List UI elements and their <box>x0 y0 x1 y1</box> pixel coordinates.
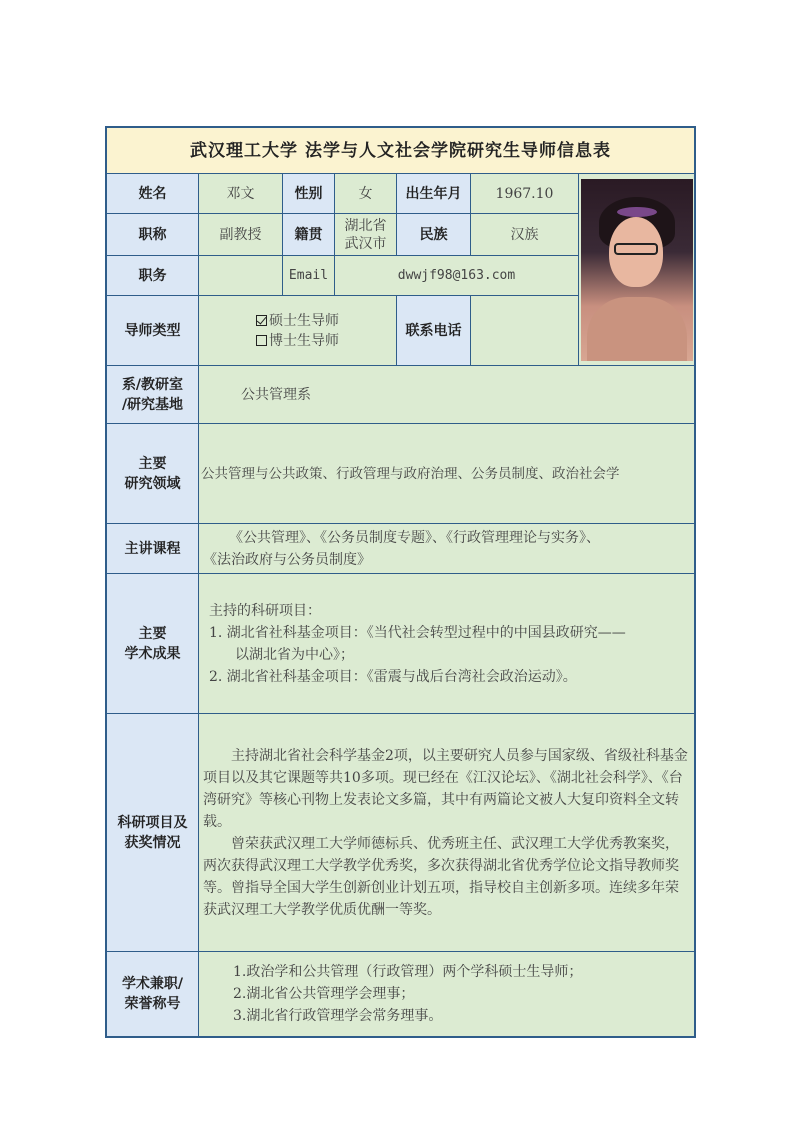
achievements-intro: 主持的科研项目： <box>209 602 321 619</box>
email-label: Email <box>283 256 335 296</box>
gender-label: 性别 <box>283 174 335 214</box>
birth-value: 1967.10 <box>471 174 579 214</box>
native-label: 籍贯 <box>283 214 335 256</box>
department-label: 系/教研室 /研究基地 <box>107 366 199 424</box>
native-line1: 湖北省 <box>344 217 387 234</box>
portrait-photo <box>581 179 693 361</box>
ethnic-label: 民族 <box>397 214 471 256</box>
post-value <box>199 256 283 296</box>
name-label: 姓名 <box>107 174 199 214</box>
achievements-item1a: 1. 湖北省社科基金项目：《当代社会转型过程中的中国县政研究—— <box>209 624 626 641</box>
achievements-value <box>199 574 694 714</box>
awards-label: 科研项目及 获奖情况 <box>107 714 199 952</box>
email-value: dwwjf98@163.com <box>335 256 579 296</box>
post-label: 职务 <box>107 256 199 296</box>
honors-value <box>199 952 694 1036</box>
tutor-type-label: 导师类型 <box>107 296 199 366</box>
phone-value <box>471 296 579 366</box>
unchecked-box-icon <box>256 335 267 346</box>
achievements-item1b: 以湖北省为中心》； <box>235 646 354 663</box>
courses-line1: 《公共管理》、《公务员制度专题》、《行政管理理论与实务》、 <box>229 529 600 546</box>
courses-line2: 《法治政府与公务员制度》 <box>203 551 371 568</box>
native-value <box>335 214 397 256</box>
gender-value: 女 <box>335 174 397 214</box>
awards-para1: 主持湖北省社会科学基金2项，以主要研究人员参与国家级、省级社科基金项目以及其它课题等共10多项。现已经在《江汉论坛》、《湖北社会科学》、《台湾研究》等核心刊物上发表论文多篇，其中有两篇论文被人大复印资料全文转载。 <box>203 747 688 830</box>
honors-item2: 2.湖北省公共管理学会理事； <box>233 986 415 1002</box>
info-table <box>105 126 696 1038</box>
page-title: 武汉理工大学 法学与人文社会学院研究生导师信息表 <box>107 128 694 174</box>
honors-item3: 3.湖北省行政管理学会常务理事。 <box>233 1008 443 1024</box>
awards-para2: 曾荣获武汉理工大学师德标兵、优秀班主任、武汉理工大学优秀教案奖，两次获得武汉理工大学教学优秀奖，多次获得湖北省优秀学位论文指导教师奖等。曾指导全国大学生创新创业计划五项，指导校自主创新多项。连续多年荣获武汉理工大学教学优质优酬一等奖。 <box>203 835 679 918</box>
courses-label: 主讲课程 <box>107 524 199 574</box>
achievements-item2: 2. 湖北省社科基金项目：《雷震与战后台湾社会政治运动》。 <box>209 668 577 685</box>
phone-label: 联系电话 <box>397 296 471 366</box>
photo-cell <box>579 174 694 366</box>
tutor-master-option: 硕士生导师 <box>256 311 339 331</box>
ethnic-value: 汉族 <box>471 214 579 256</box>
courses-value <box>199 524 694 574</box>
achievements-label: 主要 学术成果 <box>107 574 199 714</box>
awards-value <box>199 714 694 952</box>
birth-label: 出生年月 <box>397 174 471 214</box>
research-label: 主要 研究领域 <box>107 424 199 524</box>
native-line2: 武汉市 <box>344 235 387 252</box>
checked-box-icon <box>256 315 267 326</box>
tutor-type-options <box>199 296 397 366</box>
rank-value: 副教授 <box>199 214 283 256</box>
research-value: 公共管理与公共政策、行政管理与政府治理、公务员制度、政治社会学 <box>199 424 694 524</box>
rank-label: 职称 <box>107 214 199 256</box>
name-value: 邓文 <box>199 174 283 214</box>
tutor-doctor-option: 博士生导师 <box>256 331 339 351</box>
department-value: 公共管理系 <box>199 366 694 424</box>
honors-label: 学术兼职/ 荣誉称号 <box>107 952 199 1036</box>
honors-item1: 1.政治学和公共管理（行政管理）两个学科硕士生导师； <box>233 964 583 980</box>
